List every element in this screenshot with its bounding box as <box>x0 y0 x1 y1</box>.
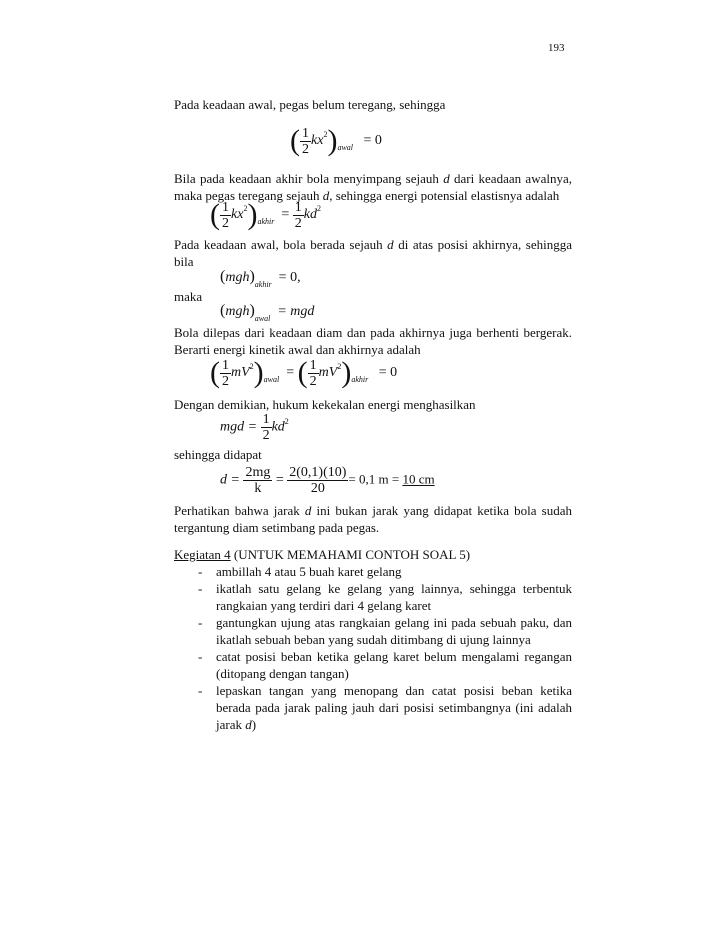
equation-spring-final: ( $\frac{1}{2}$ $kx^2)_{akhir}$ = $\frac{1}{2}$ $kd^2$ <box>210 198 321 231</box>
paragraph-initial-state: Pada keadaan awal, pegas belum teregang, sehingga <box>174 97 446 112</box>
paragraph-note: Perhatikan bahwa jarak d ini bukan jarak yang didapat ketika bola sudah tergantung diam setimbang pada pegas. <box>174 503 572 535</box>
page-number: 193 <box>548 42 565 54</box>
paragraph-conservation: Dengan demikian, hukum kekekalan energi menghasilkan <box>174 397 476 412</box>
activity-steps <box>194 563 572 733</box>
list-item: - lepaskan tangan yang menopang dan catat posisi beban ketika berada pada jarak paling jauh dari posisi setimbangnya (ini adalah jarak d) <box>194 682 572 733</box>
paragraph-maka: maka <box>174 289 203 304</box>
equation-potential-initial: $(mgh)_{awal}$ = mgd <box>220 302 315 323</box>
equation-distance: d = $\frac{2mg}{k}$ = $\frac{2(0,1)(10)}{20}$ = 0,1 m = 10 cm <box>220 465 435 496</box>
list-item: - ambillah 4 atau 5 buah karet gelang <box>194 563 572 580</box>
list-item: - ikatlah satu gelang ke gelang yang lainnya, sehingga terbentuk rangkaian yang terdiri dari 4 gelang karet <box>194 580 572 614</box>
equation-kinetic: ( $\frac{1}{2}$ $mV^2)_{awal}$ = ( $\frac{1}{2}$ $mV^2)_{akhir}$ = 0 <box>210 356 398 389</box>
equation-potential-final: $(mgh)_{akhir} = 0$, <box>220 268 301 289</box>
paragraph-kinetic: Bola dilepas dari keadaan diam dan pada akhirnya juga berhenti bergerak. Berarti energi kinetik awal dan akhirnya adalah <box>174 325 572 357</box>
paragraph-ball-height: Pada keadaan awal, bola berada sejauh d di atas posisi akhirnya, sehingga bila <box>174 237 572 269</box>
list-item: - gantungkan ujung atas rangkaian gelang ini pada sebuah paku, dan ikatlah sebuah beban yang sudah ditimbang di ujung lainnya <box>194 614 572 648</box>
list-item: - catat posisi beban ketika gelang karet belum mengalami regangan (ditopang dengan tangan) <box>194 648 572 682</box>
equation-conservation: mgd = $\frac{1}{2}$ $kd^2$ <box>220 412 289 443</box>
paragraph-result: sehingga didapat <box>174 447 262 462</box>
activity-heading: Kegiatan 4 (UNTUK MEMAHAMI CONTOH SOAL 5) <box>174 547 471 562</box>
equation-spring-initial: ( $\frac{1}{2}$ $kx^2)_{awal}$ = 0 <box>290 124 382 157</box>
paragraph-final-state: Bila pada keadaan akhir bola menyimpang sejauh d dari keadaan awalnya, maka pegas teregang sejauh d, sehingga energi potensial elastisnya adalah <box>174 171 572 203</box>
